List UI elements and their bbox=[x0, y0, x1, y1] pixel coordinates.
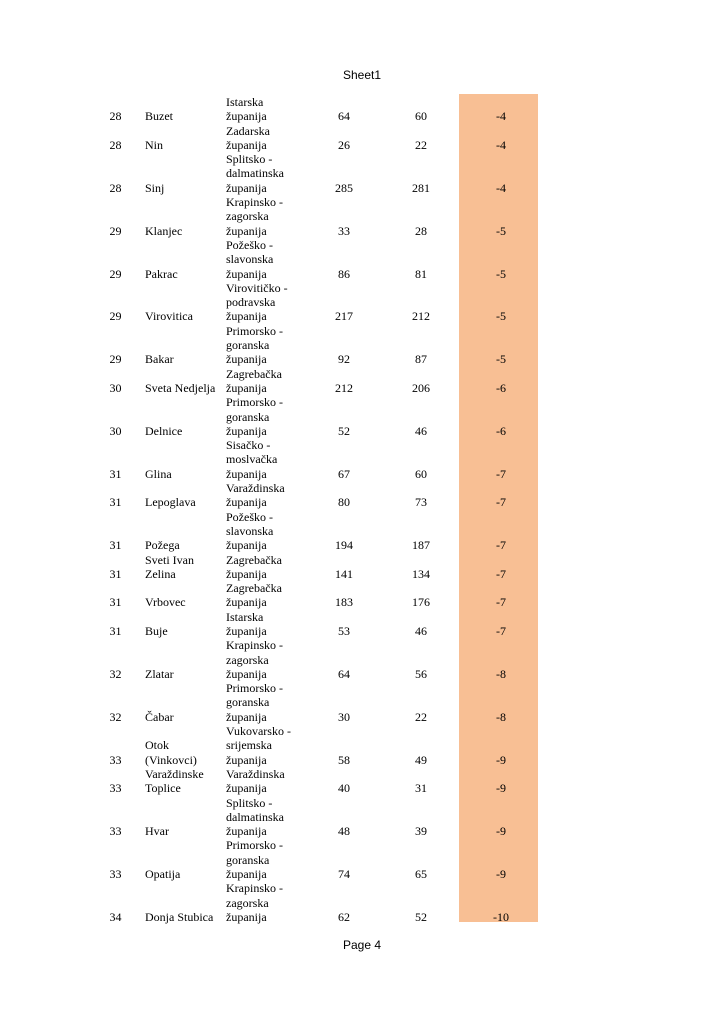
value-1-cell: 40 bbox=[338, 781, 350, 796]
county-cell-line: županija bbox=[226, 595, 267, 610]
city-cell-line: Lepoglava bbox=[145, 495, 196, 510]
rank-cell: 33 bbox=[109, 824, 122, 839]
difference-cell: -9 bbox=[496, 824, 506, 839]
value-2-cell: 134 bbox=[412, 566, 430, 581]
county-cell-line: srijemska bbox=[226, 738, 272, 753]
county-cell-line: Sisačko - bbox=[226, 438, 271, 453]
city-cell bbox=[141, 309, 223, 323]
value-1-cell: 52 bbox=[338, 423, 350, 438]
value-2-cell: 65 bbox=[415, 867, 427, 882]
rank-cell: 29 bbox=[109, 223, 122, 238]
county-cell bbox=[223, 767, 308, 796]
value-2-cell: 39 bbox=[415, 824, 427, 839]
county-cell bbox=[223, 796, 308, 839]
city-cell-line: Sveta Nedjelja bbox=[145, 380, 216, 395]
city-cell-line: Klanjec bbox=[145, 223, 183, 238]
rank-cell: 31 bbox=[109, 595, 122, 610]
city-cell bbox=[141, 467, 223, 481]
city-cell bbox=[141, 109, 223, 123]
county-cell bbox=[223, 395, 308, 438]
table-row bbox=[90, 881, 540, 924]
value-1-cell: 62 bbox=[338, 909, 350, 924]
difference-cell: -6 bbox=[496, 380, 506, 395]
county-cell-line: Splitsko - bbox=[226, 795, 273, 810]
county-cell-line: slavonska bbox=[226, 523, 274, 538]
difference-cell: -6 bbox=[496, 423, 506, 438]
value-1-cell: 183 bbox=[335, 595, 353, 610]
city-cell-line: Pakrac bbox=[145, 266, 178, 281]
value-2-cell: 87 bbox=[415, 352, 427, 367]
city-cell bbox=[141, 624, 223, 638]
difference-cell: -5 bbox=[496, 309, 506, 324]
difference-cell: -9 bbox=[496, 752, 506, 767]
county-cell-line: Varaždinska bbox=[226, 481, 285, 496]
county-cell-line: Primorsko - bbox=[226, 681, 283, 696]
county-cell-line: županija bbox=[226, 466, 267, 481]
city-cell bbox=[141, 910, 223, 924]
rank-cell: 29 bbox=[109, 352, 122, 367]
county-cell-line: Virovitičko - bbox=[226, 280, 288, 295]
county-cell bbox=[223, 124, 308, 153]
table-row bbox=[90, 195, 540, 238]
difference-cell: -9 bbox=[496, 867, 506, 882]
difference-cell: -7 bbox=[496, 538, 506, 553]
city-cell bbox=[141, 538, 223, 552]
city-cell-line: Nin bbox=[145, 137, 163, 152]
county-cell-line: goranska bbox=[226, 695, 270, 710]
county-cell-line: podravska bbox=[226, 295, 276, 310]
county-cell-line: županija bbox=[226, 423, 267, 438]
rank-cell: 34 bbox=[109, 909, 122, 924]
county-cell bbox=[223, 438, 308, 481]
rank-cell: 31 bbox=[109, 538, 122, 553]
value-1-cell: 194 bbox=[335, 538, 353, 553]
value-1-cell: 285 bbox=[335, 180, 353, 195]
county-cell-line: Istarska bbox=[226, 609, 264, 624]
city-cell bbox=[141, 738, 223, 767]
city-cell-line: Bakar bbox=[145, 352, 174, 367]
difference-cell: -5 bbox=[496, 352, 506, 367]
county-cell-line: županija bbox=[226, 495, 267, 510]
page-number: Page 4 bbox=[342, 938, 382, 952]
difference-cell: -4 bbox=[496, 137, 506, 152]
county-cell-line: Primorsko - bbox=[226, 395, 283, 410]
city-cell bbox=[141, 224, 223, 238]
county-cell-line: županija bbox=[226, 623, 267, 638]
county-cell bbox=[223, 152, 308, 195]
value-2-cell: 281 bbox=[412, 180, 430, 195]
county-cell bbox=[223, 238, 308, 281]
value-1-cell: 217 bbox=[335, 309, 353, 324]
value-1-cell: 212 bbox=[335, 380, 353, 395]
city-cell bbox=[141, 352, 223, 366]
table-row bbox=[90, 553, 540, 582]
value-1-cell: 86 bbox=[338, 266, 350, 281]
table-row bbox=[90, 638, 540, 681]
county-cell bbox=[223, 367, 308, 396]
value-1-cell: 141 bbox=[335, 566, 353, 581]
county-cell-line: Zagrebačka bbox=[226, 552, 282, 567]
county-cell-line: Varaždinska bbox=[226, 766, 285, 781]
rank-cell: 32 bbox=[109, 709, 122, 724]
table-row bbox=[90, 124, 540, 153]
county-cell-line: zagorska bbox=[226, 209, 269, 224]
table-row bbox=[90, 581, 540, 610]
value-2-cell: 49 bbox=[415, 752, 427, 767]
county-cell-line: Zadarska bbox=[226, 123, 270, 138]
value-2-cell: 206 bbox=[412, 380, 430, 395]
county-cell-line: moslvačka bbox=[226, 452, 278, 467]
rank-cell: 31 bbox=[109, 566, 122, 581]
value-1-cell: 92 bbox=[338, 352, 350, 367]
city-cell bbox=[141, 381, 223, 395]
city-cell bbox=[141, 767, 223, 796]
table-row bbox=[90, 238, 540, 281]
county-cell bbox=[223, 724, 308, 767]
city-cell bbox=[141, 424, 223, 438]
county-cell-line: Požeško - bbox=[226, 509, 273, 524]
county-cell bbox=[223, 638, 308, 681]
table-row bbox=[90, 395, 540, 438]
city-cell-line: Otok bbox=[145, 738, 169, 753]
city-cell bbox=[141, 181, 223, 195]
city-cell bbox=[141, 867, 223, 881]
value-1-cell: 53 bbox=[338, 623, 350, 638]
county-cell-line: dalmatinska bbox=[226, 809, 284, 824]
rank-cell: 30 bbox=[109, 380, 122, 395]
table-row bbox=[90, 152, 540, 195]
value-2-cell: 31 bbox=[415, 781, 427, 796]
value-2-cell: 46 bbox=[415, 423, 427, 438]
value-2-cell: 187 bbox=[412, 538, 430, 553]
county-cell bbox=[223, 281, 308, 324]
value-2-cell: 22 bbox=[415, 709, 427, 724]
city-cell-line: Sinj bbox=[145, 180, 165, 195]
value-1-cell: 33 bbox=[338, 223, 350, 238]
value-1-cell: 30 bbox=[338, 709, 350, 724]
county-cell bbox=[223, 581, 308, 610]
county-cell bbox=[223, 681, 308, 724]
city-cell-line: Hvar bbox=[145, 824, 169, 839]
county-cell-line: županija bbox=[226, 180, 267, 195]
city-cell bbox=[141, 824, 223, 838]
county-cell-line: Požeško - bbox=[226, 237, 273, 252]
city-cell-line: Delnice bbox=[145, 423, 183, 438]
county-cell bbox=[223, 553, 308, 582]
county-cell-line: Primorsko - bbox=[226, 838, 283, 853]
rank-cell: 28 bbox=[109, 180, 122, 195]
value-2-cell: 56 bbox=[415, 666, 427, 681]
county-cell-line: Istarska bbox=[226, 95, 264, 109]
rank-cell: 33 bbox=[109, 752, 122, 767]
value-2-cell: 22 bbox=[415, 137, 427, 152]
city-cell-line: Zlatar bbox=[145, 666, 174, 681]
rank-cell: 33 bbox=[109, 867, 122, 882]
county-cell-line: županija bbox=[226, 909, 267, 924]
value-2-cell: 28 bbox=[415, 223, 427, 238]
value-2-cell: 46 bbox=[415, 623, 427, 638]
rank-cell: 31 bbox=[109, 623, 122, 638]
table-row bbox=[90, 438, 540, 481]
county-cell-line: županija bbox=[226, 266, 267, 281]
table-row bbox=[90, 324, 540, 367]
rank-cell: 29 bbox=[109, 309, 122, 324]
table-row bbox=[90, 681, 540, 724]
city-cell-line: Virovitica bbox=[145, 309, 193, 324]
county-cell-line: županija bbox=[226, 109, 267, 124]
county-cell-line: Krapinsko - bbox=[226, 638, 283, 653]
difference-cell: -7 bbox=[496, 623, 506, 638]
value-2-cell: 176 bbox=[412, 595, 430, 610]
table-row bbox=[90, 367, 540, 396]
county-cell-line: goranska bbox=[226, 409, 270, 424]
city-cell bbox=[141, 553, 223, 582]
city-cell-line: Zelina bbox=[145, 566, 176, 581]
county-cell-line: županija bbox=[226, 752, 267, 767]
difference-cell: -4 bbox=[496, 109, 506, 124]
table-row bbox=[90, 838, 540, 881]
difference-cell: -9 bbox=[496, 781, 506, 796]
city-cell-line: Varaždinske bbox=[145, 766, 204, 781]
rank-cell: 28 bbox=[109, 109, 122, 124]
city-cell-line: Opatija bbox=[145, 867, 181, 882]
county-cell-line: županija bbox=[226, 709, 267, 724]
difference-cell: -7 bbox=[496, 566, 506, 581]
county-cell-line: županija bbox=[226, 309, 267, 324]
value-1-cell: 80 bbox=[338, 495, 350, 510]
county-cell-line: Primorsko - bbox=[226, 323, 283, 338]
value-1-cell: 58 bbox=[338, 752, 350, 767]
county-cell bbox=[223, 324, 308, 367]
value-2-cell: 60 bbox=[415, 109, 427, 124]
rank-cell: 31 bbox=[109, 495, 122, 510]
city-cell bbox=[141, 710, 223, 724]
county-cell bbox=[223, 881, 308, 924]
rank-cell: 29 bbox=[109, 266, 122, 281]
rank-cell: 33 bbox=[109, 781, 122, 796]
difference-cell: -7 bbox=[496, 595, 506, 610]
county-cell-line: Krapinsko - bbox=[226, 881, 283, 896]
county-cell-line: Zagrebačka bbox=[226, 581, 282, 596]
county-cell-line: Zagrebačka bbox=[226, 366, 282, 381]
county-cell bbox=[223, 510, 308, 553]
city-cell-line: Sveti Ivan bbox=[145, 552, 194, 567]
county-cell-line: županija bbox=[226, 380, 267, 395]
county-cell-line: županija bbox=[226, 666, 267, 681]
rank-cell: 30 bbox=[109, 423, 122, 438]
table-row bbox=[90, 481, 540, 510]
county-cell-line: županija bbox=[226, 781, 267, 796]
city-cell bbox=[141, 138, 223, 152]
county-cell bbox=[223, 838, 308, 881]
value-1-cell: 74 bbox=[338, 867, 350, 882]
sheet-title: Sheet1 bbox=[342, 68, 382, 82]
county-cell-line: slavonska bbox=[226, 252, 274, 267]
county-cell-line: županija bbox=[226, 824, 267, 839]
county-cell-line: županija bbox=[226, 137, 267, 152]
difference-cell: -4 bbox=[496, 180, 506, 195]
city-cell-line: Požega bbox=[145, 538, 180, 553]
county-cell-line: županija bbox=[226, 566, 267, 581]
county-cell-line: dalmatinska bbox=[226, 166, 284, 181]
difference-cell: -8 bbox=[496, 709, 506, 724]
value-2-cell: 212 bbox=[412, 309, 430, 324]
county-cell-line: županija bbox=[226, 352, 267, 367]
county-cell bbox=[223, 95, 308, 124]
value-1-cell: 26 bbox=[338, 137, 350, 152]
county-cell-line: Splitsko - bbox=[226, 152, 273, 167]
city-cell-line: Buje bbox=[145, 623, 168, 638]
county-cell bbox=[223, 610, 308, 639]
city-cell-line: Glina bbox=[145, 466, 172, 481]
county-cell-line: Krapinsko - bbox=[226, 195, 283, 210]
city-cell-line: Toplice bbox=[145, 781, 181, 796]
rank-cell: 28 bbox=[109, 137, 122, 152]
county-cell bbox=[223, 481, 308, 510]
city-cell bbox=[141, 495, 223, 509]
difference-cell: -7 bbox=[496, 466, 506, 481]
county-cell-line: goranska bbox=[226, 338, 270, 353]
value-2-cell: 52 bbox=[415, 909, 427, 924]
value-2-cell: 60 bbox=[415, 466, 427, 481]
city-cell bbox=[141, 267, 223, 281]
county-cell-line: županija bbox=[226, 223, 267, 238]
difference-cell: -7 bbox=[496, 495, 506, 510]
county-cell-line: županija bbox=[226, 867, 267, 882]
table-row bbox=[90, 281, 540, 324]
county-cell-line: županija bbox=[226, 538, 267, 553]
table-row bbox=[90, 724, 540, 767]
difference-cell: -8 bbox=[496, 666, 506, 681]
city-cell-line: Vrbovec bbox=[145, 595, 186, 610]
rank-cell: 31 bbox=[109, 466, 122, 481]
city-cell-line: Buzet bbox=[145, 109, 173, 124]
county-cell-line: Vukovarsko - bbox=[226, 724, 291, 739]
value-1-cell: 48 bbox=[338, 824, 350, 839]
table-row bbox=[90, 767, 540, 796]
county-cell-line: zagorska bbox=[226, 895, 269, 910]
table-row bbox=[90, 510, 540, 553]
city-cell bbox=[141, 595, 223, 609]
city-cell-line: Donja Stubica bbox=[145, 909, 214, 924]
table-row bbox=[90, 610, 540, 639]
city-cell bbox=[141, 667, 223, 681]
county-cell-line: goranska bbox=[226, 852, 270, 867]
value-1-cell: 64 bbox=[338, 666, 350, 681]
value-2-cell: 81 bbox=[415, 266, 427, 281]
value-2-cell: 73 bbox=[415, 495, 427, 510]
difference-cell: -5 bbox=[496, 266, 506, 281]
value-1-cell: 67 bbox=[338, 466, 350, 481]
county-cell-line: zagorska bbox=[226, 652, 269, 667]
city-cell-line: Čabar bbox=[145, 709, 174, 724]
city-cell-line: (Vinkovci) bbox=[145, 752, 197, 767]
table-row bbox=[90, 796, 540, 839]
difference-cell: -10 bbox=[493, 909, 509, 924]
table-row bbox=[90, 95, 540, 124]
data-table bbox=[90, 95, 540, 924]
county-cell bbox=[223, 195, 308, 238]
value-1-cell: 64 bbox=[338, 109, 350, 124]
difference-cell: -5 bbox=[496, 223, 506, 238]
rank-cell: 32 bbox=[109, 666, 122, 681]
